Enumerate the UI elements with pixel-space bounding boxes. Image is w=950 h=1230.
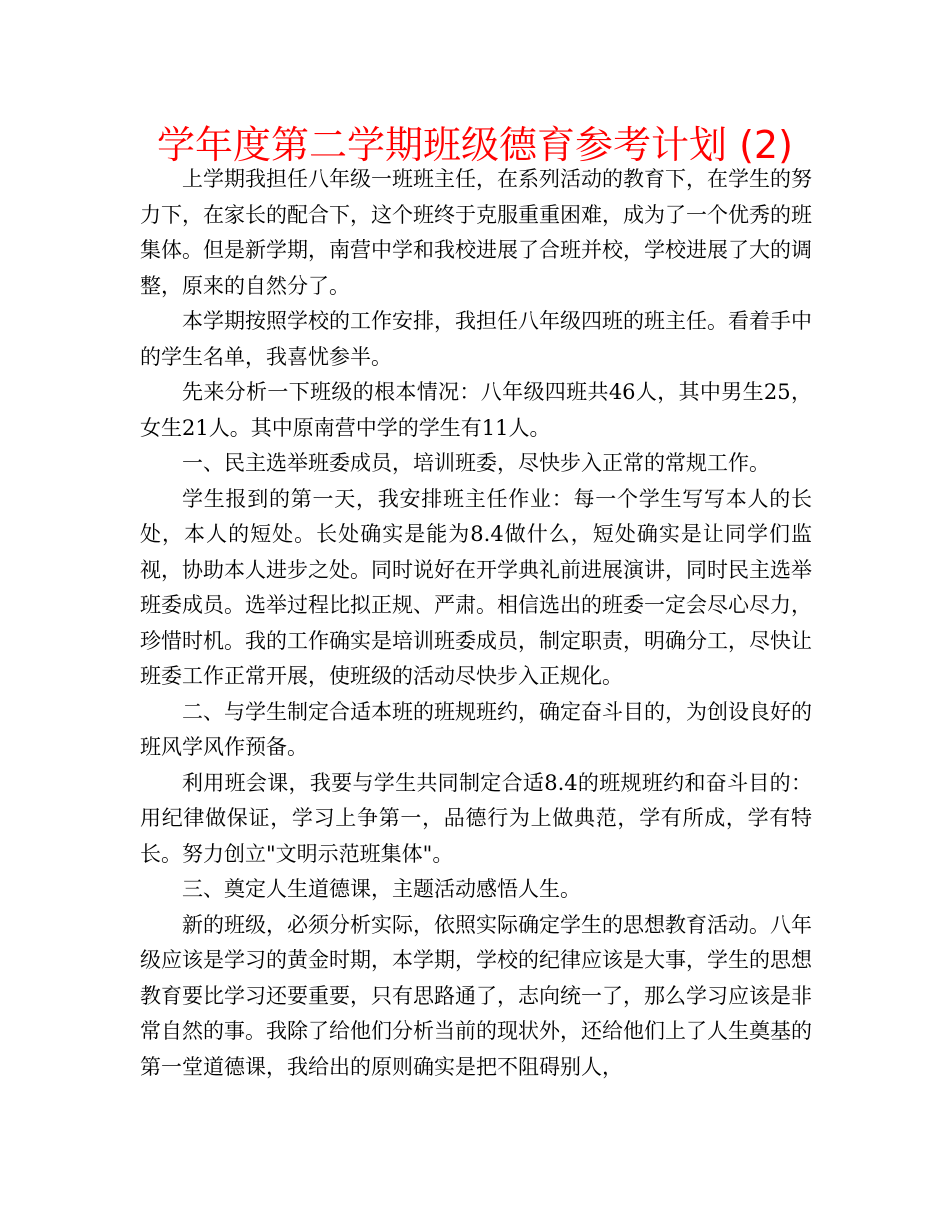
paragraph: 二、与学生制定合适本班的班规班约，确定奋斗目的，为创设良好的班风学风作预备。 [140,699,812,759]
paragraph: 利用班会课，我要与学生共同制定合适8.4的班规班约和奋斗目的：用纪律做保证，学习上争第一，品德行为上做典范，学有所成，学有特长。努力创立"文明示范班集体"。 [140,770,812,866]
paragraph: 三、奠定人生道德课，主题活动感悟人生。 [182,877,581,901]
paragraph: 新的班级，必须分析实际，依照实际确定学生的思想教育活动。八年级应该是学习的黄金时期，本学期，学校的纪律应该是大事，学生的思想教育要比学习还要重要，只有思路通了，志向统一了，那么学习应该是非常自然的事。我除了给他们分析当前的现状外，还给他们上了人生奠基的第一堂道德课，我给出的原则确实是把不阻碍别人， [140,912,812,1079]
document-title: 学年度第二学期班级德育参考计划 (2) [157,123,793,167]
paragraph: 本学期按照学校的工作安排，我担任八年级四班的班主任。看着手中的学生名单，我喜忧参半。 [140,309,812,369]
paragraph: 学生报到的第一天，我安排班主任作业：每一个学生写写本人的长处，本人的短处。长处确实是能为8.4做什么，短处确实是让同学们监视，协助本人进步之处。同时说好在开学典礼前进展演讲，同时民主选举班委成员。选举过程比拟正规、严肃。相信选出的班委一定会尽心尽力，珍惜时机。我的工作确实是培训班委成员，制定职责，明确分工，尽快让班委工作正常开展，使班级的活动尽快步入正规化。 [140,486,812,688]
paragraph: 先来分析一下班级的根本情况：八年级四班共46人，其中男生25，女生21人。其中原南营中学的学生有11人。 [140,380,812,440]
paragraph: 上学期我担任八年级一班班主任，在系列活动的教育下，在学生的努力下，在家长的配合下，这个班终于克服重重困难，成为了一个优秀的班集体。但是新学期，南营中学和我校进展了合班并校，学校进展了大的调整，原来的自然分了。 [140,167,812,298]
paragraph: 一、民主选举班委成员，培训班委，尽快步入正常的常规工作。 [182,451,770,475]
document-body [140,162,812,1085]
